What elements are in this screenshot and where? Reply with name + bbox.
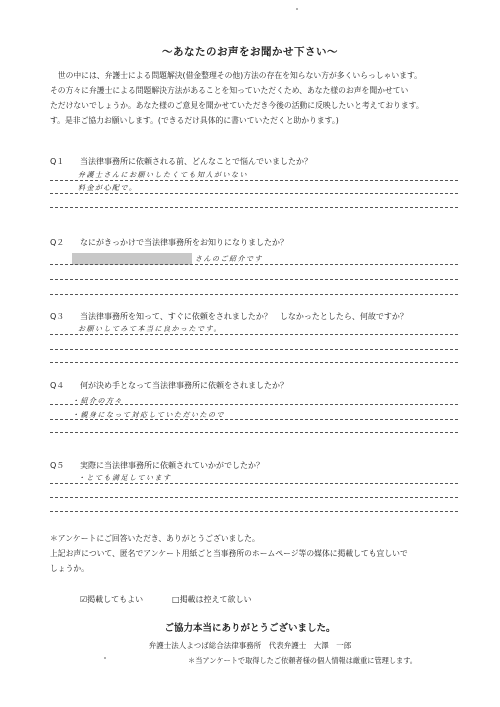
answer-rule: [50, 193, 458, 194]
answer-rule: [50, 279, 458, 280]
consent-note: ＊アンケートにご回答いただき、ありがとうございました。 上記お声について、匿名でアンケート用紙ごと当事務所のホームページ等の媒体に掲載しても宜しいで しょうか。: [50, 534, 408, 573]
answer-rule: [50, 180, 458, 181]
answer-rule: [50, 511, 458, 512]
firm-signature: 弁護士法人よつば総合法律事務所 代表弁護士 大澤 一郎: [148, 641, 352, 650]
answer-3-line-1: お願いしてみて本当に良かったです。: [78, 325, 222, 333]
question-4-text: 何が決め手となって当法律事務所に依頼をされましたか？: [80, 381, 288, 390]
answer-rule: [50, 207, 458, 208]
scan-speck: [104, 657, 106, 659]
question-2-number: Q２: [50, 238, 65, 247]
answer-2-line-1: さんのご紹介です: [195, 255, 263, 263]
answer-rule: [50, 432, 458, 433]
privacy-notice: ＊当アンケートで取得したご依頼者様の個人情報は厳重に管理します。: [188, 656, 417, 665]
option-decline-label: 掲載は控えて欲しい: [179, 595, 252, 604]
question-3: [50, 311, 408, 322]
answer-rule: [50, 362, 458, 363]
answer-rule: [50, 294, 458, 295]
answer-4-line-2: ・親身になって対応していただいたので: [72, 411, 225, 419]
question-3-number: Q３: [50, 312, 65, 321]
question-5: [50, 460, 264, 471]
scan-speck: [296, 8, 298, 10]
option-agree-label: 掲載してもよい: [87, 595, 144, 604]
option-decline[interactable]: [172, 594, 252, 605]
option-agree[interactable]: [80, 594, 143, 605]
answer-rule: [50, 419, 458, 420]
answer-rule: [50, 497, 458, 498]
question-3-text: 当法律事務所を知って、すぐに依頼をされましたか？ しなかったとしたら、何故ですか？: [80, 312, 408, 321]
question-4: [50, 380, 288, 391]
question-2-text: なにがきっかけで当法律事務所をお知りになりましたか？: [80, 238, 288, 247]
answer-5-line-1: ・とても満足しています: [78, 474, 172, 482]
question-1-number: Q１: [50, 157, 65, 166]
question-4-number: Q４: [50, 381, 65, 390]
answer-rule: [50, 264, 458, 265]
checkbox-empty-icon[interactable]: □: [172, 595, 180, 604]
answer-rule: [50, 349, 458, 350]
intro-paragraph: 世の中には、弁護士による問題解決(借金整理その他)方法の存在を知らない方が多くいらっしゃいます。 その方々に弁護士による問題解決方法があることを知っていただくため、あなた様のお声を聞かせてい ただけないでしょうか。あなた様のご意見を聞かせていただき今後の活動に反映したいと考えております。 す。是非ご協力お願いします。(できるだけ具体的に書いていただくと助かります。): [50, 71, 424, 125]
answer-4-line-1: ・紹介の方々: [72, 397, 123, 405]
answer-1-line-1: 弁護士さんにお願いしたくても知人がいない: [78, 171, 248, 179]
question-1: [50, 156, 312, 167]
checkbox-checked-icon[interactable]: ☑: [80, 595, 88, 604]
question-5-number: Q５: [50, 461, 65, 470]
question-2: [50, 237, 288, 248]
answer-1-line-2: 料金が心配で。: [78, 184, 138, 192]
thanks-message: ご協力本当にありがとうございました。: [164, 623, 336, 634]
answer-rule: [50, 404, 458, 405]
question-5-text: 実際に当法律事務所に依頼されていかがでしたか？: [80, 461, 264, 470]
question-1-text: 当法律事務所に依頼される前、どんなことで悩んでいましたか？: [80, 157, 312, 166]
survey-title: 〜あなたのお声をお聞かせ下さい〜: [162, 46, 338, 58]
answer-rule: [50, 483, 458, 484]
answer-rule: [50, 334, 458, 335]
